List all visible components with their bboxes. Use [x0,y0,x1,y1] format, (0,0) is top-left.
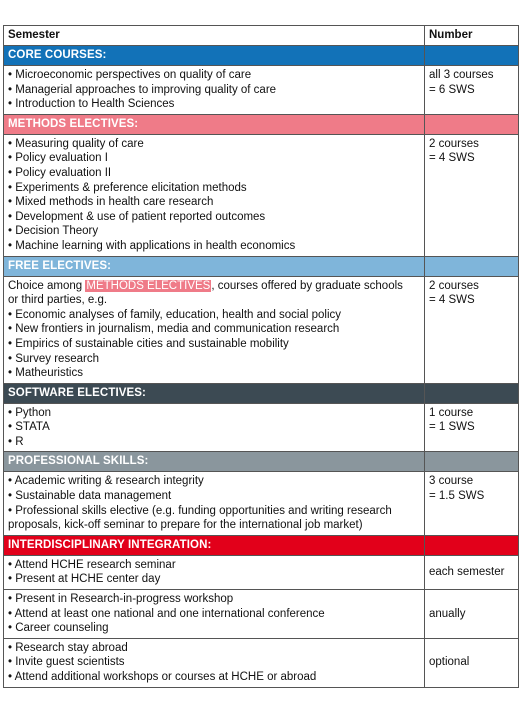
header-semester: Semester [4,26,425,46]
list-item: • Attend at least one national and one international conference [8,607,420,622]
section-title: FREE ELECTIVES: [4,256,425,276]
number-cell: each semester [425,555,519,589]
section-methods-electives [4,114,519,134]
list-item: • Attend HCHE research seminar [8,558,420,573]
course-list [8,474,420,532]
list-item: • Managerial approaches to improving quality of care [8,83,420,98]
table-row [4,472,519,535]
list-item: • R [8,435,420,450]
section-professional-skills [4,452,519,472]
list-item: • Policy evaluation II [8,166,420,181]
list-item: • Decision Theory [8,224,420,239]
section-title-blank [425,46,519,66]
list-item: • New frontiers in journalism, media and communication research [8,322,420,337]
list-item: • Survey research [8,352,420,367]
list-item: • Professional skills elective (e.g. funding opportunities and writing research proposals, kick-off seminar to prepare for the international job market) [8,504,420,533]
section-title: INTERDISCIPLINARY INTEGRATION: [4,535,425,555]
list-item: • Policy evaluation I [8,151,420,166]
list-item: • Mixed methods in health care research [8,195,420,210]
list-item: • Economic analyses of family, education, health and social policy [8,308,420,323]
list-item: • Matheuristics [8,366,420,381]
course-list [8,558,420,587]
number-cell: 1 course = 1 SWS [425,403,519,452]
course-list [8,68,420,112]
table-header-row [4,26,519,46]
list-item: • Measuring quality of care [8,137,420,152]
curriculum-table [3,25,519,688]
section-title-blank [425,535,519,555]
table-row [4,590,519,639]
highlight-badge: METHODS ELECTIVES [86,279,211,292]
section-title-blank [425,256,519,276]
section-title: METHODS ELECTIVES: [4,114,425,134]
table-row [4,403,519,452]
section-title-blank [425,383,519,403]
course-list [8,308,420,381]
list-item: • Present in Research-in-progress workshop [8,592,420,607]
section-title-blank [425,452,519,472]
table-row [4,638,519,687]
list-item: • Python [8,406,420,421]
number-cell: optional [425,638,519,687]
list-item: • Research stay abroad [8,641,420,656]
list-item: • Sustainable data management [8,489,420,504]
list-item: • Present at HCHE center day [8,572,420,587]
section-interdisciplinary-integration [4,535,519,555]
section-free-electives [4,256,519,276]
section-core-courses [4,46,519,66]
section-title: SOFTWARE ELECTIVES: [4,383,425,403]
course-list [8,137,420,254]
course-list [8,592,420,636]
table-row [4,134,519,256]
list-item: • Development & use of patient reported outcomes [8,210,420,225]
list-item: • Invite guest scientists [8,655,420,670]
list-item: • Introduction to Health Sciences [8,97,420,112]
number-cell: anually [425,590,519,639]
header-number: Number [425,26,519,46]
intro-text-line2: or third parties, e.g. [8,294,108,307]
table-row [4,555,519,589]
number-cell: 3 course = 1.5 SWS [425,472,519,535]
course-list [8,641,420,685]
number-cell: 2 courses = 4 SWS [425,276,519,383]
list-item: • Career counseling [8,621,420,636]
course-list [8,406,420,450]
table-row [4,276,519,383]
section-title-blank [425,114,519,134]
list-item: • Experiments & preference elicitation methods [8,181,420,196]
section-title: CORE COURSES: [4,46,425,66]
intro-text: Choice among METHODS ELECTIVES, courses offered by graduate schools [8,279,403,292]
number-cell: 2 courses = 4 SWS [425,134,519,256]
table-row [4,66,519,115]
list-item: • Empirics of sustainable cities and sustainable mobility [8,337,420,352]
list-item: • Attend additional workshops or courses at HCHE or abroad [8,670,420,685]
list-item: • Microeconomic perspectives on quality of care [8,68,420,83]
section-title: PROFESSIONAL SKILLS: [4,452,425,472]
list-item: • STATA [8,420,420,435]
list-item: • Academic writing & research integrity [8,474,420,489]
number-cell: all 3 courses = 6 SWS [425,66,519,115]
list-item: • Machine learning with applications in health economics [8,239,420,254]
section-software-electives [4,383,519,403]
